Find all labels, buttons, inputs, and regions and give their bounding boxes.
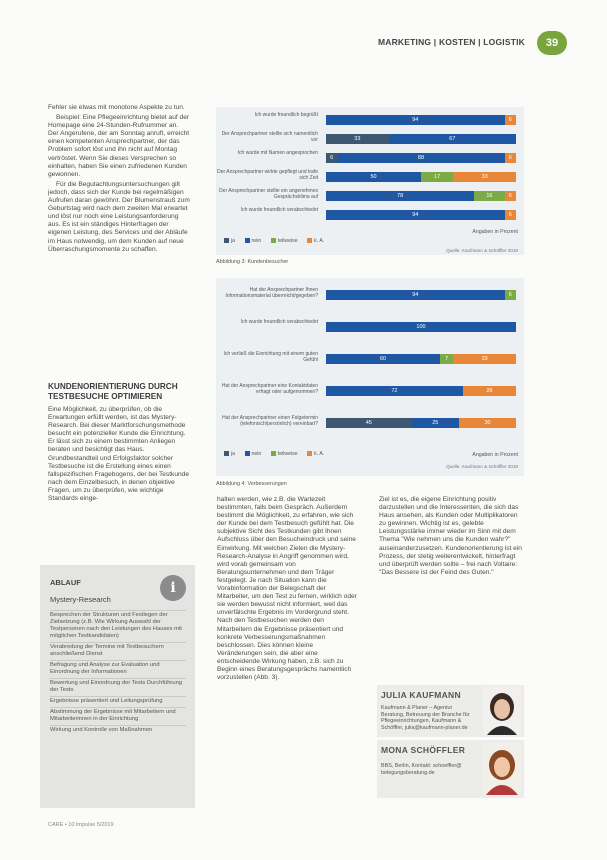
paragraph: Für die Begutachtungsuntersuchungen gilt jedoch, dass sich der Kunde bei regelmäßigen Aufrufen daran gewöhnt. Der Blumenstrauß zum Geburtstag wird nach dem zweiten Mal erwartet und löst nur noch eine Leistungsanforderung aus. Es ist ein ständiges Hinterfragen der eigenen Leistung, des Services und der Abläufe im Haus notwendig, um dem Kunden auf neue Überraschungsmomente zu schaffen.: [48, 180, 190, 253]
chart-customer-visits: [216, 107, 524, 255]
chart-bar-segment: 50: [326, 172, 421, 182]
list-item: Bewertung und Einordnung der Tests Durchführung der Tests: [50, 679, 186, 697]
author-name: MONA SCHÖFFLER: [381, 745, 466, 755]
author-name: JULIA KAUFMANN: [381, 690, 461, 700]
chart-caption: Abbildung 4: Verbesserungen: [216, 481, 287, 487]
list-item: Wirkung und Kontrolle von Maßnahmen: [50, 727, 153, 733]
paragraph: Fehler sie etwas mit monotone Aspekte zu tun.: [48, 104, 185, 111]
list-item: Verabredung der Termine mit Testbesuchern anschließend Dienst: [50, 643, 186, 661]
chart-row-label: Ich wurde freundlich begrüßt: [254, 112, 318, 118]
section-heading: KUNDENORIENTIERUNG DURCH TESTBESUCHE OPTIMIEREN: [48, 382, 178, 401]
chart-row-label: Ich wurde freundlich verabschiedet: [240, 207, 318, 213]
chart-improvements: [216, 278, 524, 476]
list-item: Ergebnisse präsentiert und Leitungsprüfung: [50, 697, 186, 708]
chart-bar-segment: 94: [326, 210, 505, 220]
chart-unit: Angaben in Prozent: [472, 452, 518, 458]
chart-bar: [326, 322, 516, 332]
chart-bar-segment: 94: [326, 115, 505, 125]
chart-bar-segment: 6: [326, 153, 337, 163]
chart-row-label: Der Ansprechpartner stellte sich namentlich vor: [221, 131, 318, 143]
chart-bar-segment: 17: [421, 172, 453, 182]
chart-unit: Angaben in Prozent: [472, 229, 518, 235]
chart-bar-segment: 94: [326, 290, 505, 300]
author-photo: [483, 743, 521, 795]
chart-bar-segment: 45: [326, 418, 412, 428]
column1-text-continued: Eine Möglichkeit, zu überprüfen, ob die Erwartungen erfüllt werden, ist das Mystery-Research. Bei dieser Marktforschungsmethode besucht ein potenzieller Kunde die Einrichtung. Er lässt sich zu einem bestimmten Anliegen beraten und besichtigt das Haus. Grundbestandteil und Erfolgsfaktor solcher Testbesuche ist die Erstellung eines einen fallspezifischen Fragebogens, der bei Testkunde nach dem Einzelbesuch, in denen objektive Fragen, um zu überprüfen, wie wichtige Standards einge-: [48, 406, 189, 503]
chart-bar-segment: 28: [463, 386, 516, 396]
list-item: Befragung und Analyse zur Evaluation und Einordnung der Informationen: [50, 661, 186, 679]
legend-ja: ja: [231, 238, 236, 244]
chart-bar-segment: 100: [326, 322, 516, 332]
chart-legend: [224, 451, 332, 457]
chart-row-label: Hat der Ansprechpartner eine Kontaktdaten erfragt oder aufgenommen?: [221, 383, 318, 395]
author-photo: [483, 687, 521, 735]
chart-bar-segment: 60: [326, 354, 440, 364]
legend-teilweise: teilweise: [277, 238, 298, 244]
chart-legend: [224, 238, 332, 244]
chart-bar-segment: 33: [453, 172, 516, 182]
chart-bar-segment: 7: [440, 354, 453, 364]
section-header: MARKETING | KOSTEN | LOGISTIK: [377, 37, 525, 47]
chart-bar-segment: 6: [505, 290, 516, 300]
chart-source: Quelle: Kaufmann & Schöffler 2019: [446, 464, 518, 469]
legend-ka: k. A.: [314, 451, 325, 457]
column3-text: Ziel ist es, die eigene Einrichtung positiv darzustellen und die Interessenten, die sich das Haus ansehen, als Kunden oder Multiplikatoren zu gewinnen. Wichtig ist es, gelebte Leistungsstärke immer wieder im Sinn mit dem Thema "Wie nehmen uns die Kunden wahr?" auseinanderzusetzen. Kundenorientierung ist ein Prozess, der stetig weiterentwickelt, hinterfragt und überprüft werden sollte – frei nach Voltaire: "Das Bessere ist der Feind des Guten.": [379, 496, 522, 576]
chart-bar: [326, 134, 516, 144]
column1-text: [48, 104, 190, 256]
chart-bar-segment: 6: [505, 115, 516, 125]
chart-bar: [326, 418, 516, 428]
chart-bar-segment: 78: [326, 191, 474, 201]
author-info: Kaufmann & Planer – Agentur Beratung, Betreuung der Branche für Pflegeeinrichtungen, Kaufmann & Schöffler, julia@kaufmann-planer.de: [381, 705, 470, 731]
chart-bar-segment: 72: [326, 386, 463, 396]
legend-nein: nein: [251, 451, 262, 457]
author-info: BBS, Berlin, Kontakt: schoeffler@ belegungsberatung.de: [381, 763, 462, 776]
chart-bar-segment: 33: [453, 354, 516, 364]
chart-caption: Abbildung 3: Kundenbesucher: [216, 259, 289, 265]
chart-bar: [326, 354, 516, 364]
legend-nein: nein: [251, 238, 262, 244]
chart-bar-segment: 88: [337, 153, 504, 163]
chart-row-label: Ich verließ die Einrichtung mit einem guten Gefühl: [223, 351, 318, 363]
infobox-title: ABLAUF: [50, 578, 81, 587]
infobox-subtitle: Mystery-Research: [50, 595, 111, 604]
list-item: Besprechen der Strukturen und Festlegen der Zielsetzung (z.B. Wie Wirkung Auswahl der Testpersonen nach den Leistungen des Hauses mit möglichen Testkandidaten): [50, 611, 186, 643]
chart-bar: [326, 191, 516, 201]
infobox-steps: [50, 610, 186, 736]
process-infobox: [40, 565, 195, 808]
chart-bar-segment: 6: [505, 153, 516, 163]
chart-bar: [326, 210, 516, 220]
author-card: [377, 685, 524, 737]
paragraph: Beispiel: Eine Pflegeeinrichtung bietet auf der Homepage eine 24-Stunden-Rufnummer an. Der Angerufene, der am Sonntag anruft, erreicht einen kompetenten Ansprechpartner, der das Problem sofort löst und ihn nicht auf Montag vertröstet. Wenn Sie dieses Versprechen so einhalten, haben Sie einen zufriedenen Kunden gewonnen.: [48, 114, 190, 178]
chart-bar-segment: 25: [412, 418, 460, 428]
legend-teilweise: teilweise: [277, 451, 298, 457]
legend-ja: ja: [231, 451, 236, 457]
chart-bar: [326, 386, 516, 396]
chart-bar-segment: 33: [326, 134, 389, 144]
chart-row-label: Der Ansprechpartner wirkte gepflegt und trafe sich Zeit: [217, 169, 318, 181]
chart-source: Quelle: Kaufmann & Schöffler 2019: [446, 248, 518, 253]
info-icon: i: [160, 575, 186, 601]
chart-bar-segment: 6: [505, 210, 516, 220]
chart-row-label: Hat der Ansprechpartner Ihnen Informationsmaterial überreicht/gegeben?: [225, 287, 318, 299]
footer: CARE • 10 Impulse 5/2019: [48, 822, 114, 828]
author-card: [377, 740, 524, 798]
chart-row-label: Ich wurde mit Namen angesprochen: [237, 150, 318, 156]
chart-row-label: Der Ansprechpartner stellte ein angenehmes Gesprächsklima auf: [219, 188, 318, 200]
chart-bar-segment: 30: [459, 418, 516, 428]
chart-row-label: Ich wurde freundlich verabschiedet: [240, 319, 318, 325]
chart-bar: [326, 115, 516, 125]
chart-bar-segment: 6: [505, 191, 516, 201]
legend-ka: k. A.: [314, 238, 325, 244]
chart-bar: [326, 153, 516, 163]
chart-bar-segment: 67: [389, 134, 516, 144]
chart-bar: [326, 290, 516, 300]
column2-text: halten werden, wie z.B. die Wartezeit bestimmten, falls beim Gespräch. Außerdem bestimmt die Möglichkeit, zu erfahren, wie sich der Kunde bei dem Testbesuch gefühlt hat. Die subjektive Sicht des Testkunden gibt Ihnen Aufschluss über den Besucheindruck und seine Einwirkung. Mit welchen Zielen die Mystery-Research-Analyse in Angriff genommen wird, wird vorab gemeinsam von Beratungsunternehmen und dem Träger festgelegt. Je nach Situation kann die Vorabinformation der Belegschaft der Mitarbeiter, um den Test zu fernen, wirklich oder sie werden bewusst nicht informiert, weil das unverfälschte Ergebnis im Vordergrund steht. Nach den Testbesuchen werden den Mitarbeitern die Ergebnisse präsentiert und konkrete Verbesserungsmaßnahmen beschlossen. Dies können kleine Veränderungen sein, die aber eine entscheidende Wirkung haben, z.B. sich zu Beginn eines Beratungsgesprächs namentlich vorzustellen (Abb. 3).: [217, 496, 357, 682]
list-item: Abstimmung der Ergebnisse mit Mitarbeitern und Mitarbeiterinnen in der Einrichtung: [50, 708, 186, 726]
chart-bar: [326, 172, 516, 182]
page-number-badge: 39: [537, 31, 567, 55]
chart-bar-segment: 16: [474, 191, 504, 201]
chart-row-label: Hat der Ansprechpartner einen Folgetermin (telefonisch/persönlich) vereinbart?: [222, 415, 318, 427]
